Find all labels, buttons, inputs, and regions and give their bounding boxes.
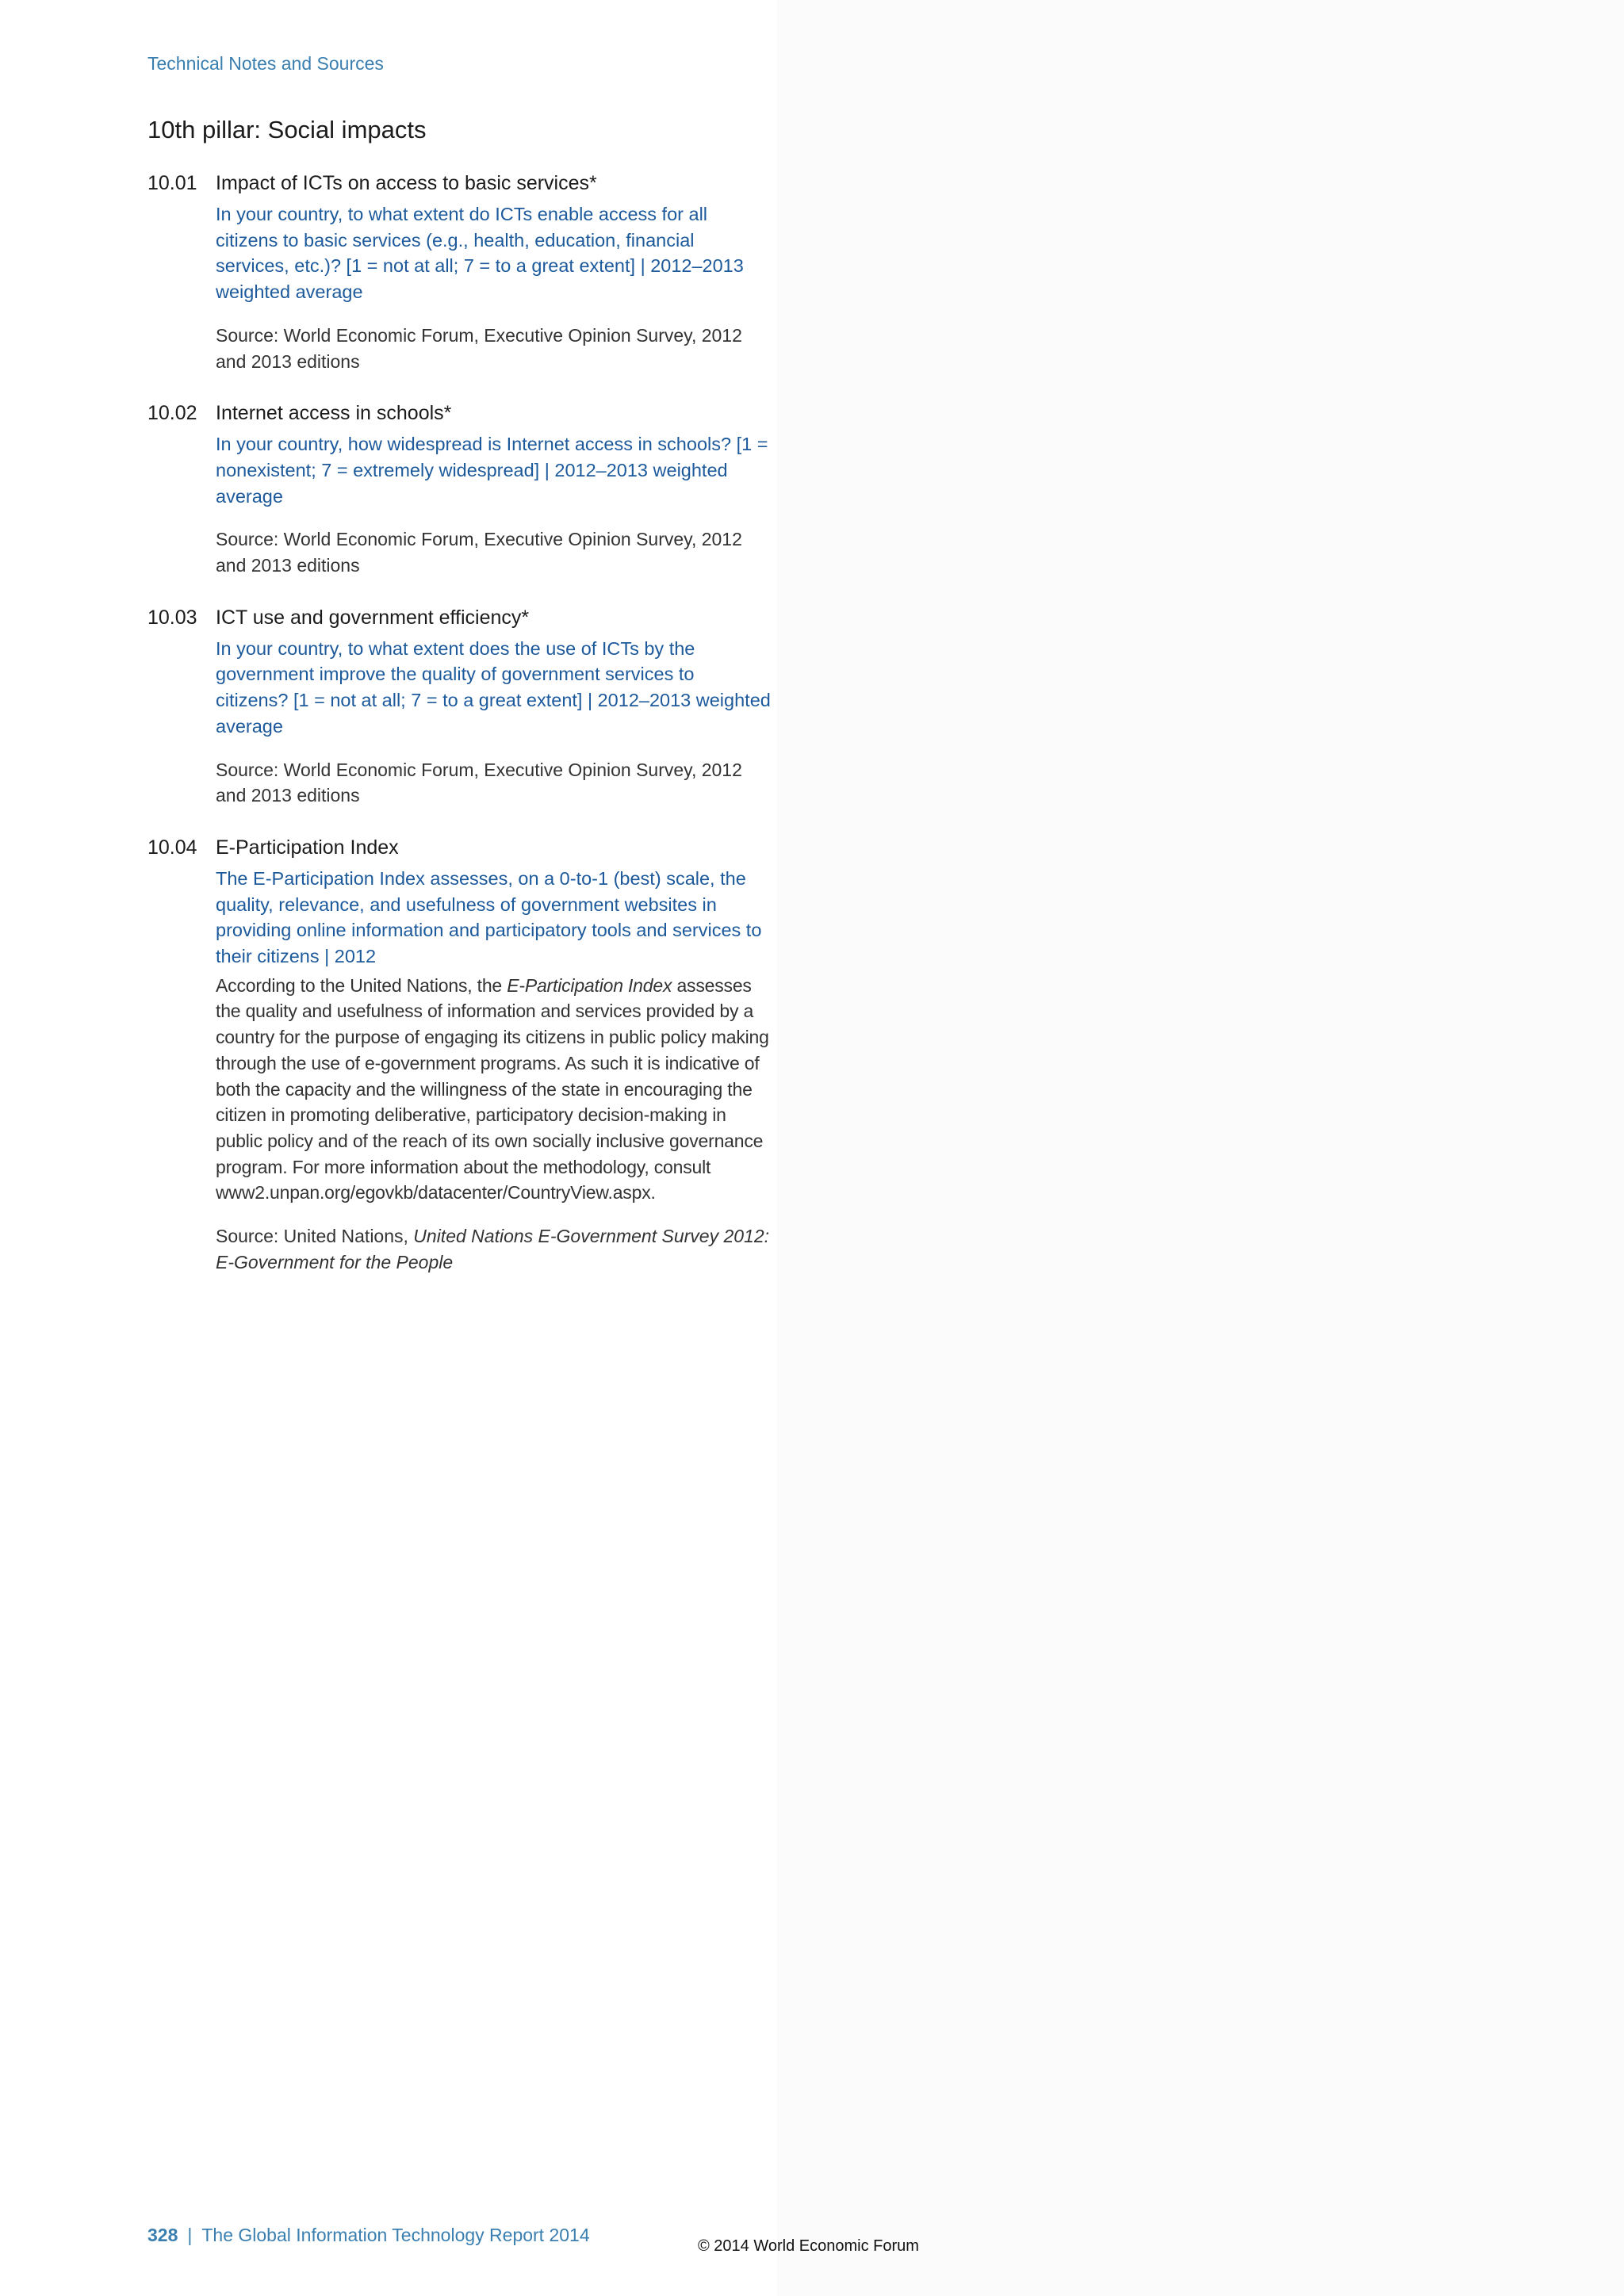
report-title: The Global Information Technology Report 2014 [201, 2225, 590, 2245]
indicator-10-04 [147, 834, 774, 1276]
note-prefix: According to the United Nations, the [216, 974, 508, 996]
indicator-title: E-Participation Index [216, 836, 399, 859]
indicator-source: Source: World Economic Forum, Executive Opinion Survey, 2012 and 2013 editions [216, 324, 742, 372]
indicator-description: In your country, to what extent does the use of ICTs by the government improve the quality of government services to citizens? [1 = not at all; 7 = to a great extent] | 2012–2013 weighted average [216, 637, 771, 737]
indicator-number: 10.03 [147, 606, 197, 629]
note-italic-term: E-Participation Index [507, 974, 672, 996]
indicator-title: ICT use and government efficiency* [216, 606, 530, 629]
indicator-title: Internet access in schools* [216, 402, 452, 425]
page-number: 328 [147, 2225, 178, 2245]
footer-separator: | [187, 2225, 193, 2245]
copyright-notice: © 2014 World Economic Forum [698, 2237, 919, 2255]
indicator-description: In your country, how widespread is Internet access in schools? [1 = nonexistent; 7 = extremely widespread] | 2012–2013 weighted average [216, 434, 768, 507]
indicator-body [216, 604, 771, 809]
running-head: Technical Notes and Sources [147, 53, 384, 74]
indicator-body [216, 400, 771, 579]
indicator-note [216, 973, 771, 1206]
indicator-body [216, 170, 771, 374]
source-italic-title: United Nations E-Government Survey 2012: E-Government for the People [216, 1226, 770, 1272]
indicator-source [216, 1223, 771, 1275]
section-title: 10th pillar: Social impacts [147, 116, 427, 144]
indicator-description: The E-Participation Index assesses, on a 0-to-1 (best) scale, the quality, relevance, and usefulness of government websites in providing online information and participatory tools and services to their citizens | 2012 [216, 867, 762, 967]
indicator-number: 10.04 [147, 836, 197, 859]
indicator-10-02 [147, 400, 774, 579]
indicator-source: Source: World Economic Forum, Executive Opinion Survey, 2012 and 2013 editions [216, 529, 742, 576]
source-prefix: Source: United Nations, [216, 1226, 414, 1247]
indicator-description: In your country, to what extent do ICTs enable access for all citizens to basic services (e.g., health, education, financial services, etc.)? [1 = not at all; 7 = to a great extent] | 2012–2013 weighted average [216, 204, 744, 303]
indicator-number: 10.02 [147, 402, 197, 425]
main-content [147, 116, 774, 1301]
indicator-10-03 [147, 604, 774, 809]
indicator-body [216, 834, 771, 1276]
page-background-tint [777, 0, 1624, 2296]
footer [147, 2225, 590, 2246]
indicator-10-01 [147, 170, 774, 374]
indicator-source: Source: World Economic Forum, Executive Opinion Survey, 2012 and 2013 editions [216, 759, 742, 806]
note-rest: assesses the quality and usefulness of information and services provided by a country for the purpose of engaging its citizens in public policy making through the use of e-government programs. As such it is indicative of both the capacity and the willingness of the state in encouraging the citizen in promoting deliberative, participatory decision-making in public policy and of the reach of its own socially inclusive governance program. For more information about the methodology, consult www2.unpan.org/egovkb/datacenter/CountryView.aspx. [216, 974, 769, 1203]
indicator-number: 10.01 [147, 172, 197, 194]
indicator-title: Impact of ICTs on access to basic services* [216, 172, 597, 194]
